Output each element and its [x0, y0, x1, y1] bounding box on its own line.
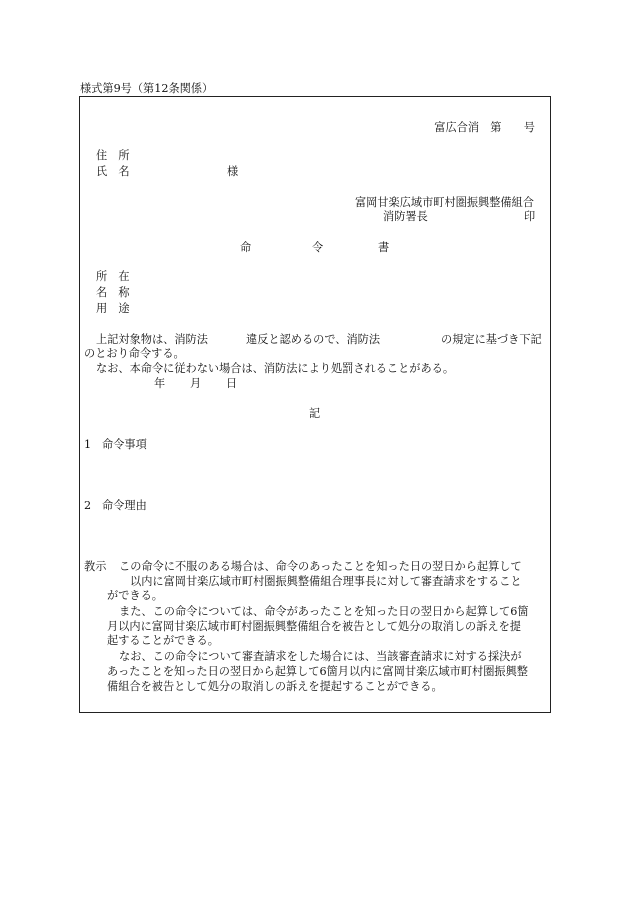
form-title: 様式第9号（第12条関係） [80, 82, 214, 95]
item-1-label: 命令事項 [102, 438, 147, 451]
honorific: 様 [227, 165, 239, 178]
issuer-title: 消防署長 [383, 210, 428, 223]
instruction-line: また、この命令については、命令があったことを知った日の翌日から起算して6箇 [119, 605, 529, 618]
name-label: 氏 名 [96, 165, 130, 178]
object-name-label: 名 称 [96, 286, 130, 299]
body-text: 上記対象物は、消防法 [96, 333, 208, 346]
seal-mark: 印 [524, 210, 536, 223]
body-text: なお、本命令に従わない場合は、消防法により処罰されることがある。 [96, 362, 455, 375]
document-number: 富広合消 第 号 [434, 121, 535, 134]
issuer-organization: 富岡甘楽広域市町村圏振興整備組合 [354, 196, 534, 209]
body-text: のとおり命令する。 [84, 347, 185, 360]
instruction-line: 月以内に富岡甘楽広域市町村圏振興整備組合を被告として処分の取消しの訴えを提 [107, 620, 521, 633]
ki-heading: 記 [309, 407, 321, 420]
doc-title-char-2: 令 [312, 241, 324, 254]
date-day: 日 [226, 377, 238, 390]
doc-title-char-3: 書 [378, 241, 390, 254]
address-label: 住 所 [96, 149, 130, 162]
instruction-line: 以内に富岡甘楽広域市町村圏振興整備組合理事長に対して審査請求をすること [130, 575, 522, 588]
instruction-line: 備組合を被告として処分の取消しの訴えを提起することができる。 [107, 680, 443, 693]
date-year: 年 [154, 377, 166, 390]
location-label: 所 在 [96, 270, 130, 283]
date-month: 月 [190, 377, 202, 390]
instruction-label: 教示 [84, 560, 107, 573]
body-text: の規定に基づき下記 [441, 333, 542, 346]
usage-label: 用 途 [96, 302, 130, 315]
instruction-line: あったことを知った日の翌日から起算して6箇月以内に富岡甘楽広域市町村圏振興整 [107, 665, 528, 678]
body-text: 違反と認めるので、消防法 [246, 333, 381, 346]
instruction-line: ができる。 [107, 589, 163, 602]
doc-title-char-1: 命 [240, 241, 252, 254]
instruction-line: この命令に不服のある場合は、命令のあったことを知った日の翌日から起算して [119, 560, 522, 573]
item-1-number: 1 [84, 438, 92, 451]
instruction-line: なお、この命令について審査請求をした場合には、当該審査請求に対する採決が [119, 650, 522, 663]
instruction-line: 起することができる。 [107, 634, 219, 647]
item-2-label: 命令理由 [102, 499, 147, 512]
item-2-number: 2 [84, 499, 92, 512]
